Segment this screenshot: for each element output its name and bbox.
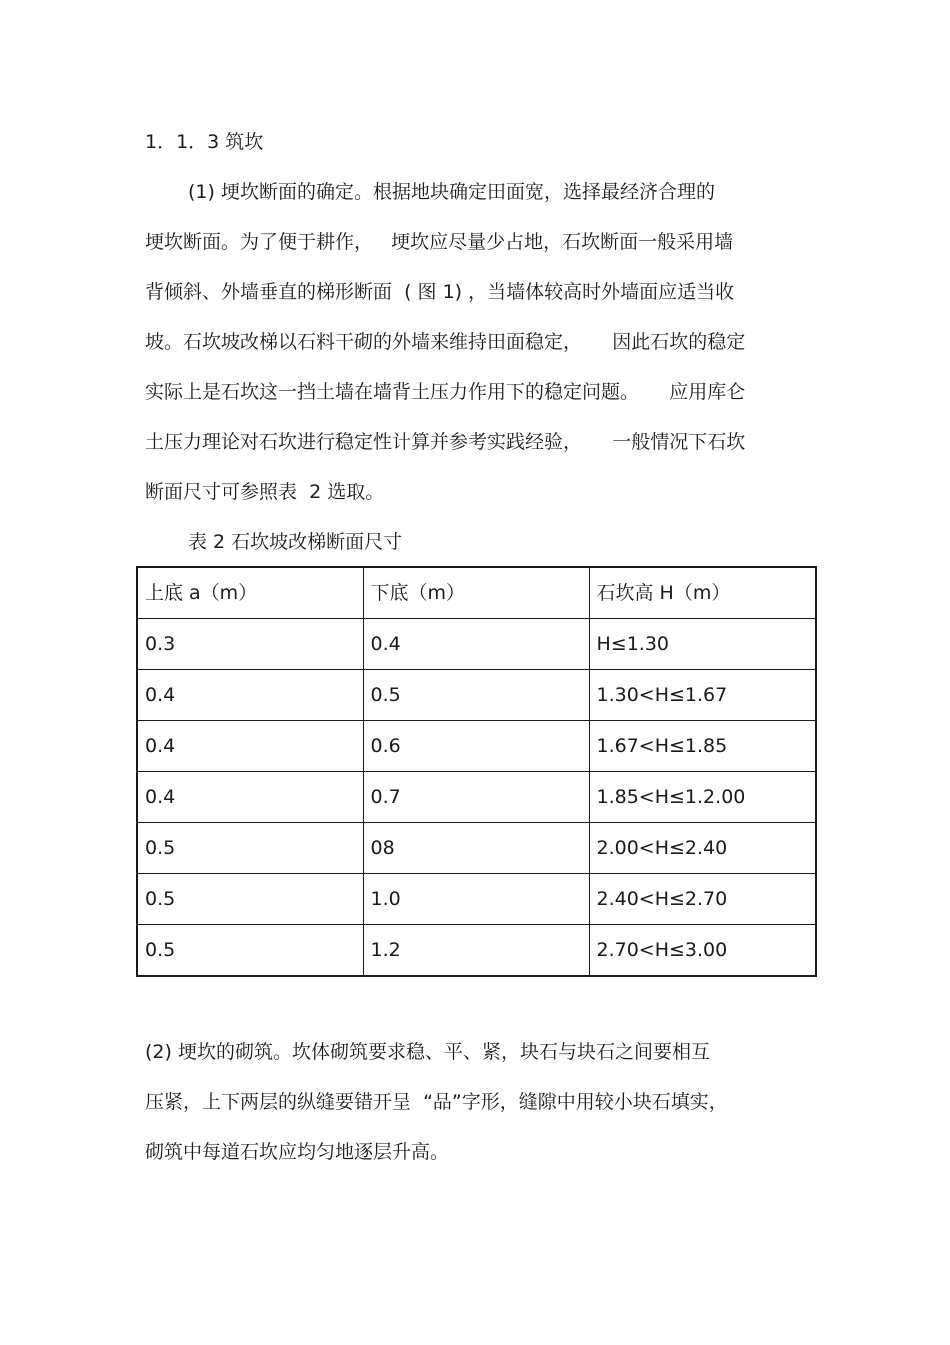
table-row — [137, 721, 816, 772]
paragraph1-line: (1) 埂坎断面的确定。根据地块确定田面宽，选择最经济合理的 — [188, 181, 715, 203]
paragraph1-line: 埂坎断面。为了便于耕作， 埂坎应尽量少占地，石坎断面一般采用墙 — [145, 231, 734, 253]
paragraph2-line: 压紧，上下两层的纵缝要错开呈 “品”字形，缝隙中用较小块石填实， — [145, 1091, 728, 1113]
table-cell: 2.00<H≤2.40 — [589, 823, 816, 874]
header-cell-top-width: 上底 a（m） — [137, 567, 363, 619]
section-heading: 1．1．3 筑坎 — [145, 131, 264, 153]
table-cell: 0.3 — [137, 619, 363, 670]
table-row — [137, 670, 816, 721]
table-header-row — [137, 567, 816, 619]
paragraph1-line: 实际上是石坎这一挡土墙在墙背土压力作用下的稳定问题。 应用库仑 — [145, 381, 746, 403]
table-cell: 0.5 — [137, 874, 363, 925]
paragraph1-line: 土压力理论对石坎进行稳定性计算并参考实践经验， 一般情况下石坎 — [145, 431, 746, 453]
table-cell: 0.5 — [137, 823, 363, 874]
table-cell: 1.30<H≤1.67 — [589, 670, 816, 721]
table-cell: 2.40<H≤2.70 — [589, 874, 816, 925]
paragraph2-line: (2) 埂坎的砌筑。坎体砌筑要求稳、平、紧，块石与块石之间要相互 — [145, 1041, 710, 1063]
table-row — [137, 772, 816, 823]
table-row — [137, 925, 816, 977]
table-cell: 0.4 — [363, 619, 589, 670]
table-cell: 0.4 — [137, 772, 363, 823]
table-row — [137, 823, 816, 874]
table-cell: 0.5 — [363, 670, 589, 721]
table-cell: 0.6 — [363, 721, 589, 772]
paragraph1-line: 坡。石坎坡改梯以石料干砌的外墙来维持田面稳定， 因此石坎的稳定 — [145, 331, 746, 353]
table-caption: 表 2 石坎坡改梯断面尺寸 — [188, 531, 403, 553]
header-cell-bottom-width: 下底（m） — [363, 567, 589, 619]
table-cell: H≤1.30 — [589, 619, 816, 670]
table-cell: 0.7 — [363, 772, 589, 823]
table-cell: 1.0 — [363, 874, 589, 925]
table-row — [137, 619, 816, 670]
section-dimensions-table — [136, 566, 817, 977]
paragraph1-line: 背倾斜、外墙垂直的梯形断面 ( 图 1) ，当墙体较高时外墙面应适当收 — [145, 281, 735, 303]
table-cell: 0.5 — [137, 925, 363, 977]
table-cell: 1.85<H≤1.2.00 — [589, 772, 816, 823]
table-row — [137, 874, 816, 925]
paragraph1-line: 断面尺寸可参照表 2 选取。 — [145, 481, 385, 503]
paragraph2-line: 砌筑中每道石坎应均匀地逐层升高。 — [145, 1141, 450, 1163]
header-cell-height: 石坎高 H（m） — [589, 567, 816, 619]
table-cell: 0.4 — [137, 670, 363, 721]
table-cell: 0.4 — [137, 721, 363, 772]
table-cell: 1.2 — [363, 925, 589, 977]
table-cell: 2.70<H≤3.00 — [589, 925, 816, 977]
table-cell: 08 — [363, 823, 589, 874]
table-cell: 1.67<H≤1.85 — [589, 721, 816, 772]
